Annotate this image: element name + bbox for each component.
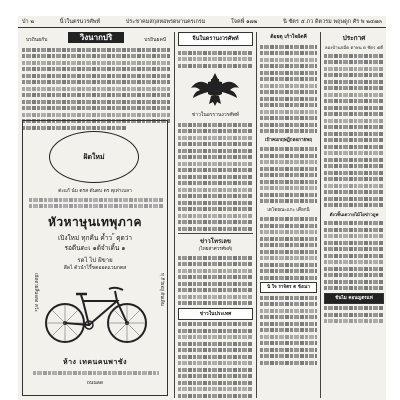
col3-body xyxy=(260,45,317,134)
announcement-body xyxy=(324,54,384,208)
column-center-left xyxy=(178,32,253,398)
column-rule xyxy=(320,32,321,398)
announcement-subtitle: ลองบ้านกมีต ตาษน ด ชัตร ๕ดี xyxy=(324,46,384,51)
ad-circle-badge xyxy=(49,131,139,183)
ad-intro-filler xyxy=(29,195,163,211)
col3-body-3 xyxy=(260,217,317,280)
bicycle-ad xyxy=(22,120,168,396)
ad-line-4: สีดไ ตัวนำไรี้ขตออดแวมกตส xyxy=(63,265,127,271)
paper-name: นิ้วในตรนวรศัพท์ xyxy=(59,18,101,25)
news-box-title: จีนในดรานงวรศัพท์ xyxy=(178,32,253,46)
column-center-right xyxy=(260,32,317,398)
inner-news-body xyxy=(178,322,253,398)
news-box-body xyxy=(178,46,253,68)
royal-emblem-icon xyxy=(178,70,253,110)
col2-body xyxy=(178,123,253,231)
announcement-body-2 xyxy=(324,221,384,290)
column-rule xyxy=(174,32,175,398)
ad-line-2: รอดีนดะเ ๑ด้จำเดิ้น ๑ xyxy=(64,244,126,252)
ad-footer-shop: ห้าง เทคนคนพาชัง xyxy=(62,357,128,366)
ad-line-3: รดไ ไป ฝ้ขาย xyxy=(77,257,113,264)
column-left xyxy=(22,32,170,398)
bicycle-illustration xyxy=(43,277,149,347)
ad-side-text-right: ทุ ภีวัยอยู่ ต้นเดิน xyxy=(159,273,164,306)
announcement-section: ตังวทิ้นเดวายไม้โยข่าวถูพ xyxy=(329,212,379,218)
announcement-body-3 xyxy=(324,306,384,323)
bottom-box: ข้นไม คอนญตรแท่ xyxy=(324,293,384,304)
telegram-news-sub: (ไทยสาศวรศัพท์) xyxy=(198,247,233,252)
ad-footer-filler xyxy=(33,368,159,377)
ad-shop-name: หัวหาษุนเทพุภาค xyxy=(47,215,142,229)
ad-side-text-left: เบ้ตตวยสิ้นจตอ ตว้ะ xyxy=(33,273,38,312)
col3-small-box: นิ ใจ ราจิตร ต ชังณา xyxy=(260,282,317,293)
section-title: วิงนากปริ xyxy=(68,32,124,43)
telegram-news-title: ข่าวโทรเลข xyxy=(199,238,232,245)
section-tag-left: บรถินยกับ xyxy=(26,37,48,43)
paper-tagline: ประชาคมสกุลหอพรดษานครเกรม xyxy=(125,18,206,25)
col3-body-2 xyxy=(260,147,317,203)
ad-line-1: เปิงใหม่ ทุกคืน ค้ำว ้ ตุดว่า xyxy=(57,234,133,242)
col3-title: ต้อยตุ เก้าใจผ้ตคี xyxy=(270,34,307,40)
divider xyxy=(178,233,253,234)
col3-news: เดโดยณะแกะ เดือกนิ xyxy=(267,207,310,213)
page-number: ป่า ๒ xyxy=(22,18,34,25)
inner-news-box: ข่าวในประเทศ xyxy=(178,308,253,320)
issue-date: นิ ซัตร ๕ ภว ดิตวรม พฤษดูก ศัร พ ๒๔๗๓ xyxy=(283,18,382,25)
col3-section: เป้าคมกฤษฎีกลอกายพฤ xyxy=(264,137,313,143)
section-tag-right: บรถินยคปั xyxy=(144,37,166,43)
page-header xyxy=(18,16,386,28)
ad-footer-note: ถนนลด xyxy=(86,380,104,386)
column-right xyxy=(324,32,384,398)
emblem-caption: ข่าวในอรรานงวรศัพท์ xyxy=(191,112,240,118)
ad-intro: ต่ะแก้ น์ม ตรส ดันตบ ตร ตุเท่าเบลา xyxy=(58,189,132,194)
column-rule xyxy=(256,32,257,398)
telegram-news-body xyxy=(178,256,253,306)
ad-circle-text: ฝ้ดใหม่ xyxy=(83,151,105,161)
volume-label: ใจคพี่ ๑๗๒ xyxy=(231,18,258,25)
col3-body-4 xyxy=(260,296,317,365)
section-heading-row xyxy=(22,32,170,44)
announcement-title: ประกาศ xyxy=(342,34,366,42)
newspaper-page xyxy=(18,16,386,400)
